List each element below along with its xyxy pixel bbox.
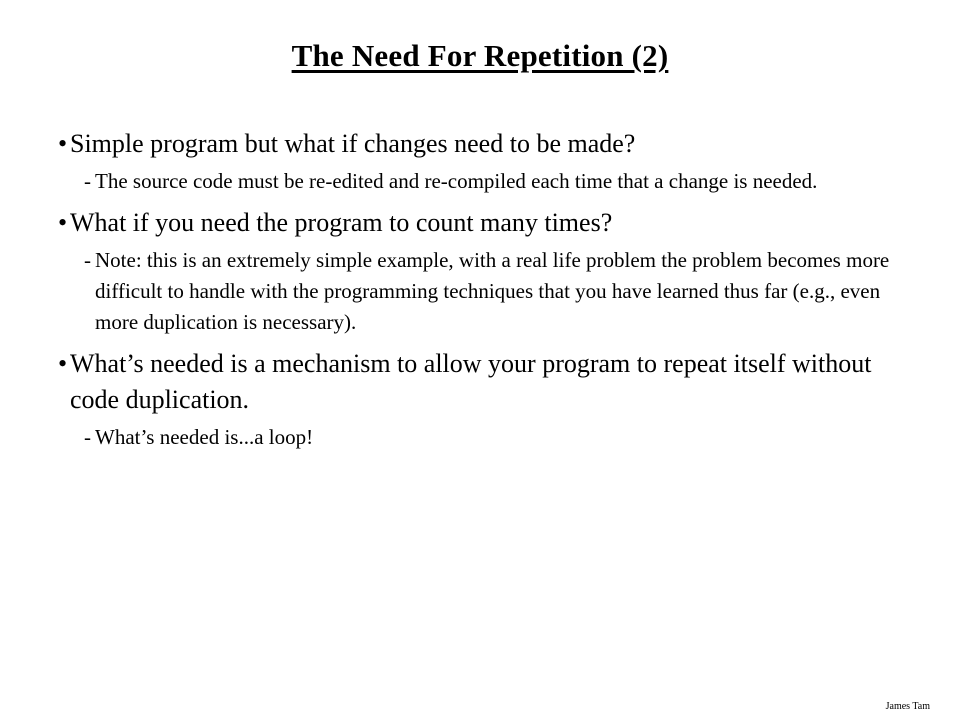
footer-author: James Tam	[885, 701, 930, 712]
sub-bullet-text: Note: this is an extremely simple example, with a real life problem the problem becomes more difficult to handle with the programming techniques that you have learned thus far (e.g., even more duplication is necessary).	[95, 248, 890, 334]
slide-content	[58, 126, 908, 461]
bullet-text: What’s needed is a mechanism to allow your program to repeat itself without code duplication.	[70, 349, 872, 414]
bullet-text: What if you need the program to count many times?	[70, 208, 613, 237]
slide-title: The Need For Repetition (2)	[291, 38, 669, 73]
sub-bullet-dash-icon: -	[84, 425, 91, 449]
bullet-item	[58, 205, 908, 241]
bullet-dot-icon: •	[58, 208, 68, 237]
sub-bullet-text: The source code must be re-edited and re-compiled each time that a change is needed.	[95, 169, 818, 193]
sub-bullet-item	[84, 422, 908, 453]
sub-bullet-dash-icon: -	[84, 169, 91, 193]
sub-bullet-text: What’s needed is...a loop!	[95, 425, 314, 449]
bullet-dot-icon: •	[58, 129, 68, 158]
sub-bullet-dash-icon: -	[84, 248, 91, 272]
sub-bullet-item	[84, 245, 908, 338]
sub-bullet-item	[84, 166, 908, 197]
bullet-text: Simple program but what if changes need to be made?	[70, 129, 636, 158]
bullet-item	[58, 346, 908, 418]
bullet-dot-icon: •	[58, 349, 68, 378]
bullet-item	[58, 126, 908, 162]
